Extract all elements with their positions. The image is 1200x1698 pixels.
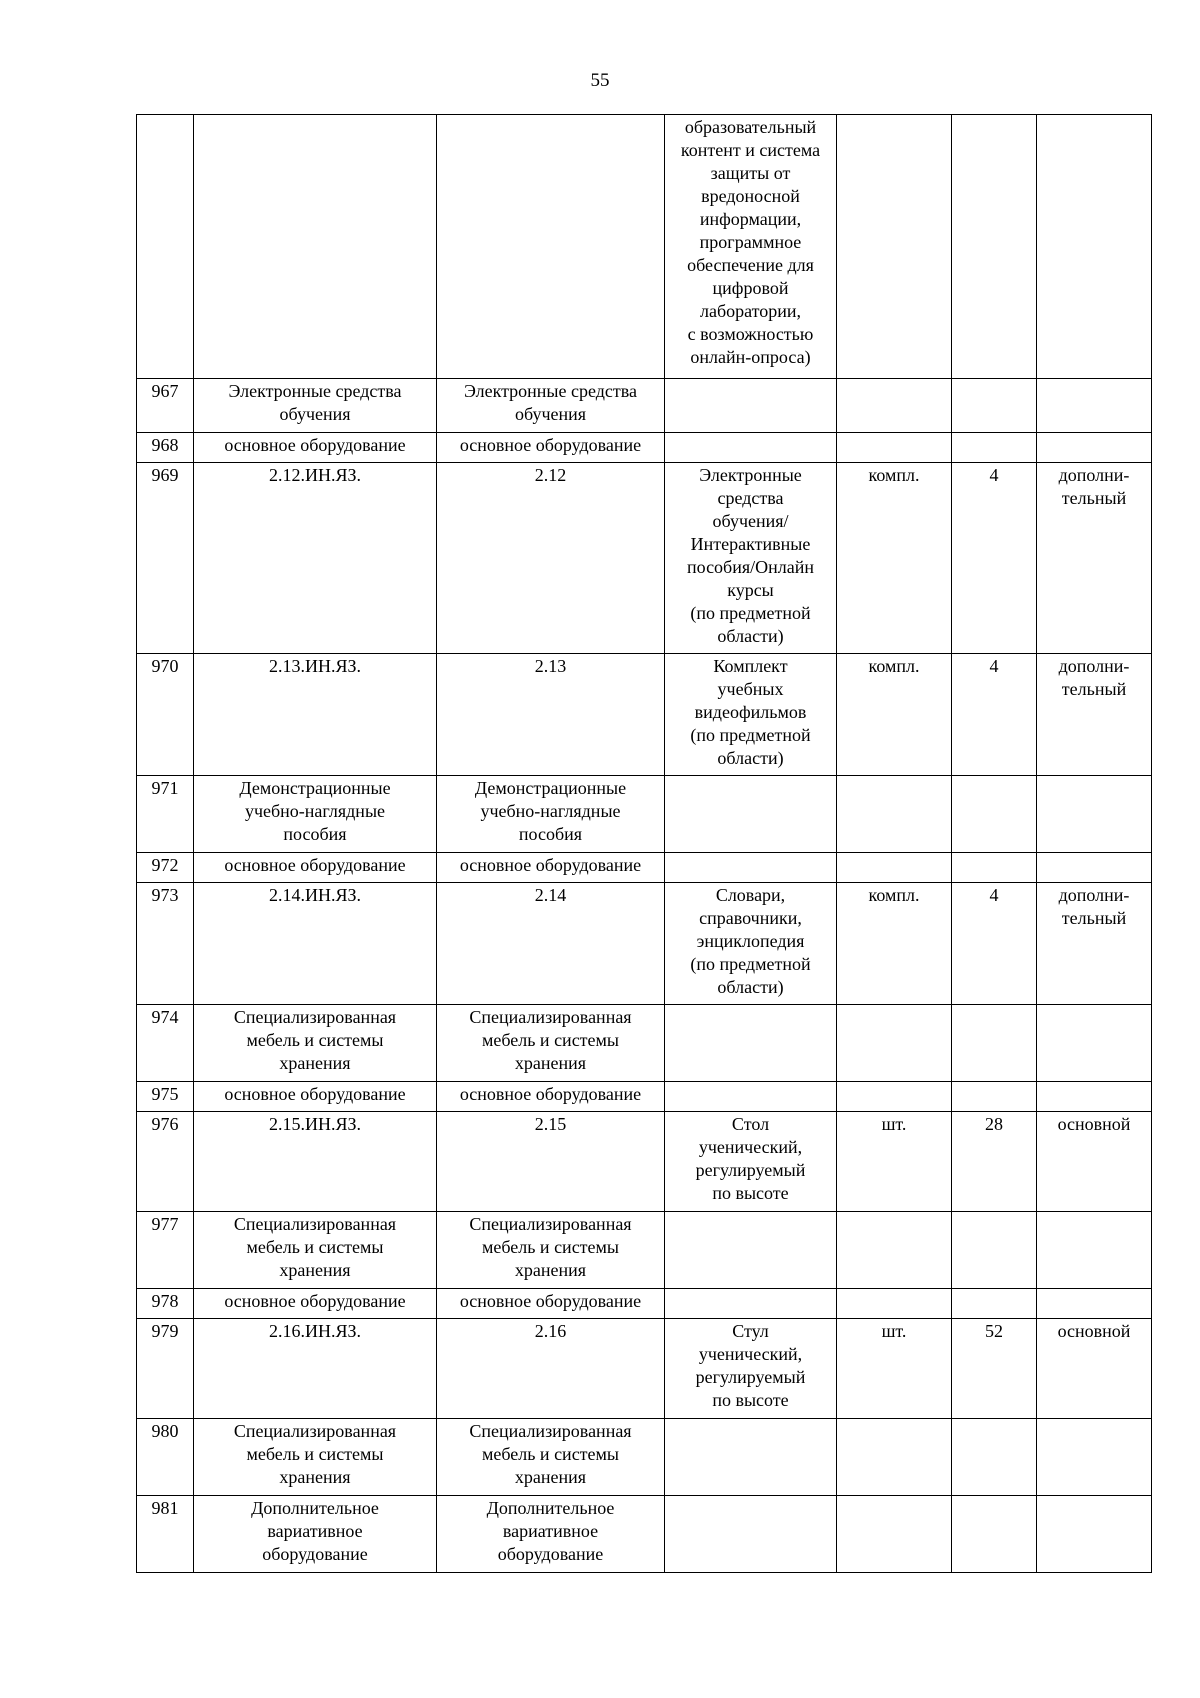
name-cell bbox=[194, 115, 437, 379]
equipment-type-cell bbox=[1037, 379, 1152, 433]
unit-cell bbox=[837, 1212, 952, 1289]
table-row bbox=[137, 853, 1152, 883]
section-cell: Специализированная мебель и системы хранения bbox=[437, 1005, 665, 1082]
unit-cell bbox=[837, 433, 952, 463]
table-row bbox=[137, 1112, 1152, 1212]
quantity-cell bbox=[952, 115, 1037, 379]
table-row bbox=[137, 433, 1152, 463]
quantity-cell: 52 bbox=[952, 1319, 1037, 1419]
unit-cell: шт. bbox=[837, 1112, 952, 1212]
quantity-cell bbox=[952, 1419, 1037, 1496]
equipment-name-cell: Комплект учебных видеофильмов (по предметной области) bbox=[665, 654, 837, 776]
table-row bbox=[137, 1289, 1152, 1319]
section-cell: Электронные средства обучения bbox=[437, 379, 665, 433]
unit-cell: компл. bbox=[837, 654, 952, 776]
equipment-name-cell bbox=[665, 853, 837, 883]
equipment-name-cell: Стул ученический, регулируемый по высоте bbox=[665, 1319, 837, 1419]
equipment-type-cell bbox=[1037, 776, 1152, 853]
row-number-cell: 980 bbox=[137, 1419, 194, 1496]
equipment-type-cell bbox=[1037, 433, 1152, 463]
unit-cell: компл. bbox=[837, 883, 952, 1005]
unit-cell bbox=[837, 1082, 952, 1112]
section-cell bbox=[437, 115, 665, 379]
equipment-type-cell bbox=[1037, 1419, 1152, 1496]
unit-cell bbox=[837, 1289, 952, 1319]
equipment-type-cell: основной bbox=[1037, 1112, 1152, 1212]
row-number-cell: 974 bbox=[137, 1005, 194, 1082]
row-number-cell bbox=[137, 115, 194, 379]
table-row bbox=[137, 883, 1152, 1005]
name-cell: Дополнительное вариативное оборудование bbox=[194, 1496, 437, 1573]
unit-cell bbox=[837, 115, 952, 379]
unit-cell bbox=[837, 1005, 952, 1082]
equipment-table bbox=[136, 114, 1152, 1573]
equipment-name-cell bbox=[665, 1419, 837, 1496]
section-cell: Специализированная мебель и системы хранения bbox=[437, 1212, 665, 1289]
table-row bbox=[137, 1005, 1152, 1082]
row-number-cell: 976 bbox=[137, 1112, 194, 1212]
row-number-cell: 978 bbox=[137, 1289, 194, 1319]
section-cell: Дополнительное вариативное оборудование bbox=[437, 1496, 665, 1573]
name-cell: Электронные средства обучения bbox=[194, 379, 437, 433]
section-cell: основное оборудование bbox=[437, 1289, 665, 1319]
name-cell: основное оборудование bbox=[194, 433, 437, 463]
section-cell: Демонстрационные учебно-наглядные пособия bbox=[437, 776, 665, 853]
section-cell: основное оборудование bbox=[437, 433, 665, 463]
equipment-type-cell: дополни- тельный bbox=[1037, 463, 1152, 654]
unit-cell: шт. bbox=[837, 1319, 952, 1419]
quantity-cell: 4 bbox=[952, 883, 1037, 1005]
section-cell: основное оборудование bbox=[437, 853, 665, 883]
name-cell: основное оборудование bbox=[194, 853, 437, 883]
equipment-type-cell: основной bbox=[1037, 1319, 1152, 1419]
unit-cell bbox=[837, 1496, 952, 1573]
equipment-type-cell bbox=[1037, 853, 1152, 883]
row-number-cell: 967 bbox=[137, 379, 194, 433]
quantity-cell bbox=[952, 853, 1037, 883]
equipment-type-cell bbox=[1037, 1082, 1152, 1112]
table-row bbox=[137, 1419, 1152, 1496]
name-cell: 2.15.ИН.ЯЗ. bbox=[194, 1112, 437, 1212]
section-cell: основное оборудование bbox=[437, 1082, 665, 1112]
table-row bbox=[137, 115, 1152, 379]
equipment-type-cell bbox=[1037, 1289, 1152, 1319]
table-row bbox=[137, 654, 1152, 776]
row-number-cell: 972 bbox=[137, 853, 194, 883]
equipment-name-cell bbox=[665, 1082, 837, 1112]
table-row bbox=[137, 1082, 1152, 1112]
name-cell: 2.14.ИН.ЯЗ. bbox=[194, 883, 437, 1005]
equipment-type-cell bbox=[1037, 1496, 1152, 1573]
equipment-name-cell bbox=[665, 1289, 837, 1319]
section-cell: Специализированная мебель и системы хранения bbox=[437, 1419, 665, 1496]
equipment-type-cell bbox=[1037, 1212, 1152, 1289]
equipment-name-cell: Стол ученический, регулируемый по высоте bbox=[665, 1112, 837, 1212]
section-cell: 2.12 bbox=[437, 463, 665, 654]
quantity-cell bbox=[952, 1082, 1037, 1112]
quantity-cell: 28 bbox=[952, 1112, 1037, 1212]
quantity-cell bbox=[952, 1005, 1037, 1082]
quantity-cell bbox=[952, 1212, 1037, 1289]
name-cell: Специализированная мебель и системы хранения bbox=[194, 1419, 437, 1496]
name-cell: 2.16.ИН.ЯЗ. bbox=[194, 1319, 437, 1419]
equipment-name-cell bbox=[665, 433, 837, 463]
equipment-name-cell: Словари, справочники, энциклопедия (по предметной области) bbox=[665, 883, 837, 1005]
quantity-cell: 4 bbox=[952, 654, 1037, 776]
name-cell: основное оборудование bbox=[194, 1082, 437, 1112]
quantity-cell: 4 bbox=[952, 463, 1037, 654]
name-cell: основное оборудование bbox=[194, 1289, 437, 1319]
row-number-cell: 969 bbox=[137, 463, 194, 654]
quantity-cell bbox=[952, 379, 1037, 433]
name-cell: 2.13.ИН.ЯЗ. bbox=[194, 654, 437, 776]
row-number-cell: 975 bbox=[137, 1082, 194, 1112]
table-row bbox=[137, 379, 1152, 433]
equipment-type-cell: дополни- тельный bbox=[1037, 883, 1152, 1005]
name-cell: Демонстрационные учебно-наглядные пособия bbox=[194, 776, 437, 853]
section-cell: 2.15 bbox=[437, 1112, 665, 1212]
section-cell: 2.16 bbox=[437, 1319, 665, 1419]
quantity-cell bbox=[952, 433, 1037, 463]
page-number: 55 bbox=[590, 70, 610, 91]
equipment-name-cell bbox=[665, 1496, 837, 1573]
name-cell: Специализированная мебель и системы хранения bbox=[194, 1212, 437, 1289]
equipment-name-cell bbox=[665, 1005, 837, 1082]
equipment-type-cell bbox=[1037, 1005, 1152, 1082]
equipment-type-cell: дополни- тельный bbox=[1037, 654, 1152, 776]
table-row bbox=[137, 776, 1152, 853]
unit-cell bbox=[837, 776, 952, 853]
table-body bbox=[137, 115, 1152, 1573]
table-row bbox=[137, 1496, 1152, 1573]
row-number-cell: 979 bbox=[137, 1319, 194, 1419]
name-cell: Специализированная мебель и системы хранения bbox=[194, 1005, 437, 1082]
equipment-name-cell: образовательный контент и система защиты от вредоносной информации, программное обеспечение для цифровой лаборатории, с возможностью онлайн-опроса) bbox=[665, 115, 837, 379]
section-cell: 2.14 bbox=[437, 883, 665, 1005]
row-number-cell: 970 bbox=[137, 654, 194, 776]
quantity-cell bbox=[952, 1496, 1037, 1573]
table-row bbox=[137, 1212, 1152, 1289]
row-number-cell: 971 bbox=[137, 776, 194, 853]
equipment-name-cell bbox=[665, 379, 837, 433]
equipment-name-cell: Электронные средства обучения/ Интерактивные пособия/Онлайн курсы (по предметной области) bbox=[665, 463, 837, 654]
table-row bbox=[137, 463, 1152, 654]
quantity-cell bbox=[952, 1289, 1037, 1319]
section-cell: 2.13 bbox=[437, 654, 665, 776]
equipment-name-cell bbox=[665, 776, 837, 853]
row-number-cell: 981 bbox=[137, 1496, 194, 1573]
equipment-name-cell bbox=[665, 1212, 837, 1289]
row-number-cell: 968 bbox=[137, 433, 194, 463]
quantity-cell bbox=[952, 776, 1037, 853]
row-number-cell: 977 bbox=[137, 1212, 194, 1289]
unit-cell bbox=[837, 1419, 952, 1496]
name-cell: 2.12.ИН.ЯЗ. bbox=[194, 463, 437, 654]
equipment-type-cell bbox=[1037, 115, 1152, 379]
table-row bbox=[137, 1319, 1152, 1419]
unit-cell bbox=[837, 853, 952, 883]
unit-cell: компл. bbox=[837, 463, 952, 654]
row-number-cell: 973 bbox=[137, 883, 194, 1005]
unit-cell bbox=[837, 379, 952, 433]
